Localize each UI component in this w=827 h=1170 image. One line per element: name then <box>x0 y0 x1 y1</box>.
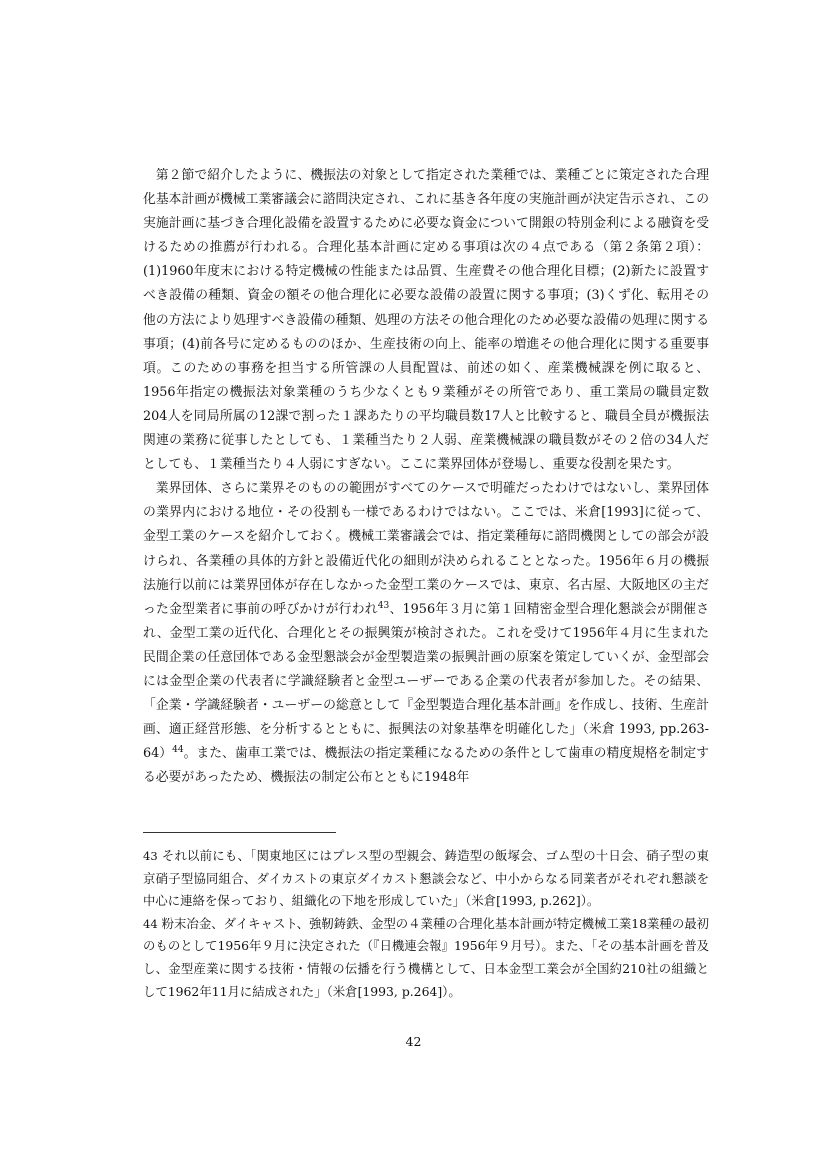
paragraph-text: 第２節で紹介したように、機振法の対象として指定された業種では、業種ごとに策定された合理化基本計画が機械工業審議会に諮問決定され、これに基き各年度の実施計画が決定告示され、この実施計画に基づき合理化設備を設置するために必要な資金について開銀の特別金利による融資を受けるための推薦が行われる。合理化基本計画に定める事項は次の４点である（第２条第２項）：(1)1960年度末における特定機械の性能または品質、生産費その他合理化目標；(2)新たに設置すべき設備の種類、資金の額その他合理化に必要な設備の設置に関する事項；(3)くず化、転用その他の方法により処理すべき設備の種類、処理の方法その他合理化のため必要な設備の処理に関する事項；(4)前各号に定めるもののほか、生産技術の向上、能率の増進その他合理化に関する重要事項。このための事務を担当する所管課の人員配置は、前述の如く、産業機械課を例に取ると、1956年指定の機振法対象業種のうち少なくとも９業種がその所管であり、重工業局の職員定数204人を同局所属の12課で割った１課あたりの平均職員数17人と比較すると、職員全員が機振法関連の業務に従事したとしても、１業種当たり２人弱、産業機械課の職員数がその２倍の34人だとしても、１業種当たり４人弱にすぎない。ここに業界団体が登場し、重要な役割を果たす。 <box>143 168 710 473</box>
body-paragraph <box>143 477 709 790</box>
footnote <box>143 845 709 913</box>
footnote-separator <box>143 832 336 833</box>
footnote-ref: 44 <box>172 745 184 756</box>
footnote-number: 44 <box>143 916 158 931</box>
paragraph-text: 。また、歯車工業では、機振法の指定業種になるための条件として歯車の精度規格を制定する必要があったため、機振法の制定公布とともに1948年 <box>143 746 709 786</box>
main-text <box>143 164 709 790</box>
footnote <box>143 913 709 1003</box>
footnote-number: 43 <box>143 849 158 863</box>
page-number: 42 <box>405 1034 422 1049</box>
body-paragraph <box>143 164 709 477</box>
paragraph-text: 業界団体、さらに業界そのものの範囲がすべてのケースで明確だったわけではないし、業界団体の業界内における地位・その役割も一様であるわけではない。ここでは、米倉[1993]に従って、金型工業のケースを紹介しておく。機械工業審議会では、指定業種毎に諮問機関としての部会が設けられ、各業種の具体的方針と設備近代化の細則が決められることとなった。1956年６月の機振法施行以前には業界団体が存在しなかった金型工業のケースでは、東京、名古屋、大阪地区の主だった金型業者に事前の呼びかけが行われ <box>143 481 709 617</box>
paragraph-text: 、1956年３月に第１回精密金型合理化懇談会が開催され、金型工業の近代化、合理化とその振興策が検討された。これを受けて1956年４月に生まれた民間企業の任意団体である金型懇談会が金型製造業の振興計画の原案を策定していくが、金型部会には金型企業の代表者に学識経験者と金型ユーザーである企業の代表者が参加した。その結果、「企業・学識経験者・ユーザーの総意として『金型製造合理化基本計画』を作成し、技術、生産計画、適正経営形態、を分析するとともに、振興法の対象基準を明確化した」（米倉 1993, pp.263-64） <box>143 601 709 762</box>
footnote-text: 粉末冶金、ダイキャスト、強靭鋳鉄、金型の４業種の合理化基本計画が特定機械工業18業種の最初のものとして1956年９月に決定された（『日機連会報』1956年９月号）。また、「その基本計画を普及し、金型産業に関する技術・情報の伝播を行う機構として、日本金型工業会が全国約210社の組織として1962年11月に結成された」（米倉[1993, p.264]）。 <box>143 915 709 999</box>
footnote-text: それ以前にも、「関東地区にはプレス型の型親会、鋳造型の飯塚会、ゴム型の十日会、硝子型の東京硝子型協同組合、ダイカストの東京ダイカスト懇談会など、中小からなる同業者がそれぞれ懇談を中心に連絡を保っており、組織化の下地を形成していた」（米倉[1993, p.262]）。 <box>143 848 709 909</box>
footnote-ref: 43 <box>377 600 390 611</box>
footnotes <box>143 845 709 1003</box>
